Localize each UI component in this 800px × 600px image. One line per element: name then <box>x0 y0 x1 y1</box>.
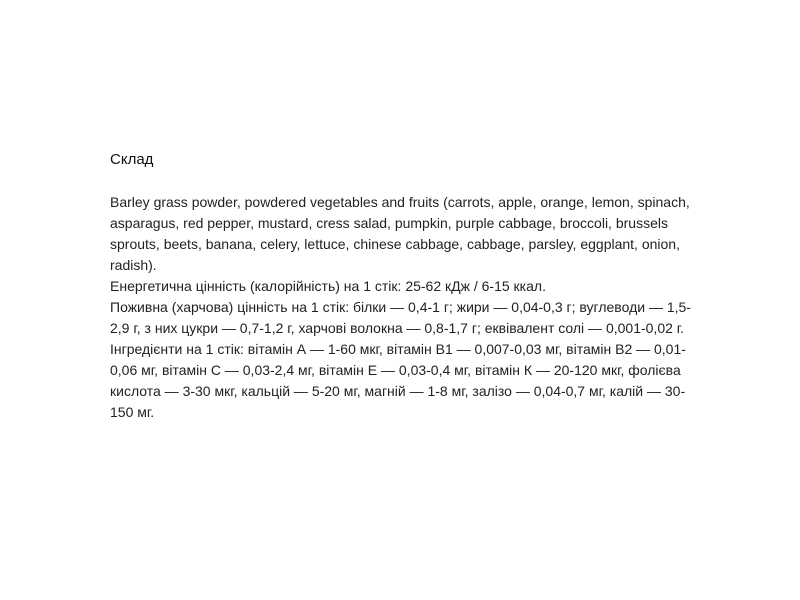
composition-text <box>110 192 695 423</box>
energy-value-paragraph: Енергетична цінність (калорійність) на 1 стік: 25-62 кДж / 6-15 ккал. <box>110 278 546 294</box>
composition-section <box>110 150 695 423</box>
ingredients-paragraph: Barley grass powder, powdered vegetables and fruits (carrots, apple, orange, lemon, spinach, asparagus, red pepper, mustard, cress salad, pumpkin, purple cabbage, broccoli, brussels sprouts, beets, banana, celery, lettuce, chinese cabbage, cabbage, parsley, eggplant, onion, radish). <box>110 194 690 273</box>
nutritional-value-paragraph: Поживна (харчова) цінність на 1 стік: білки — 0,4-1 г; жири — 0,04-0,3 г; вуглеводи — 1,5-2,9 г, з них цукри — 0,7-1,2 г, харчові волокна — 0,8-1,7 г; еквівалент солі — 0,001-0,02 г. <box>110 299 691 336</box>
vitamins-paragraph: Інгредієнти на 1 стік: вітамін А — 1-60 мкг, вітамін В1 — 0,007-0,03 мг, вітамін В2 — 0,01-0,06 мг, вітамін С — 0,03-2,4 мг, вітамін Е — 0,03-0,4 мг, вітамін К — 20-120 мкг, фолієва кислота — 3-30 мкг, кальцій — 5-20 мг, магній — 1-8 мг, залізо — 0,04-0,7 мг, калій — 30-150 мг. <box>110 341 686 420</box>
section-heading: Склад <box>110 151 154 168</box>
